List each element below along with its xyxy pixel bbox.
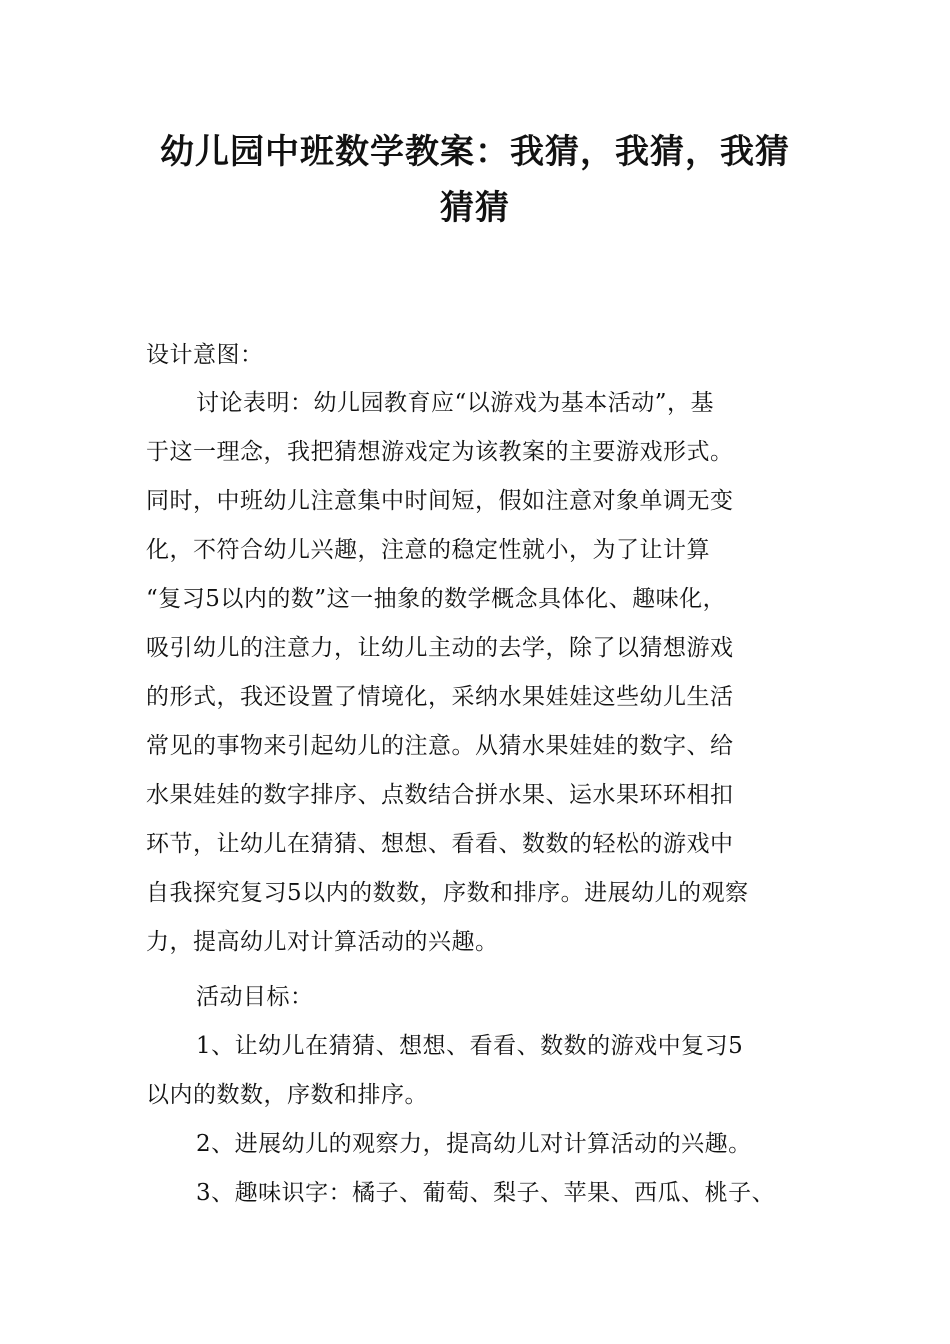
paragraph-line: 自我探究复习5以内的数数，序数和排序。进展幼儿的观察 xyxy=(146,880,749,906)
paragraph-line: “复习5以内的数”这一抽象的数学概念具体化、趣味化， xyxy=(146,586,727,612)
goal-line: 以内的数数，序数和排序。 xyxy=(146,1082,428,1108)
paragraph-line: 吸引幼儿的注意力，让幼儿主动的去学，除了以猜想游戏 xyxy=(146,635,734,661)
goal-line: 3、趣味识字：橘子、葡萄、梨子、苹果、西瓜、桃子、 xyxy=(196,1180,776,1206)
paragraph-line: 的形式，我还设置了情境化，采纳水果娃娃这些幼儿生活 xyxy=(146,684,734,710)
paragraph-line: 水果娃娃的数字排序、点数结合拼水果、运水果环环相扣 xyxy=(146,782,734,808)
paragraph-line: 于这一理念，我把猜想游戏定为该教案的主要游戏形式。 xyxy=(146,439,734,465)
document-title-line-1: 幼儿园中班数学教案：我猜，我猜，我猜 xyxy=(160,132,790,172)
paragraph-line: 环节，让幼儿在猜猜、想想、看看、数数的轻松的游戏中 xyxy=(146,831,734,857)
paragraph-line: 化，不符合幼儿兴趣，注意的稳定性就小，为了让计算 xyxy=(146,537,710,563)
paragraph-line: 同时，中班幼儿注意集中时间短，假如注意对象单调无变 xyxy=(146,488,734,514)
paragraph-line: 常见的事物来引起幼儿的注意。从猜水果娃娃的数字、给 xyxy=(146,733,734,759)
activity-goals-heading: 活动目标： xyxy=(196,984,314,1010)
paragraph-line: 力，提高幼儿对计算活动的兴趣。 xyxy=(146,929,499,955)
goal-line: 1、让幼儿在猜猜、想想、看看、数数的游戏中复习5 xyxy=(196,1033,744,1059)
design-intent-heading: 设计意图： xyxy=(146,342,264,368)
paragraph-line: 讨论表明：幼儿园教育应“以游戏为基本活动”，基 xyxy=(196,390,715,416)
document-title-line-2: 猜猜 xyxy=(440,188,510,228)
goal-line: 2、进展幼儿的观察力，提高幼儿对计算活动的兴趣。 xyxy=(196,1131,752,1157)
